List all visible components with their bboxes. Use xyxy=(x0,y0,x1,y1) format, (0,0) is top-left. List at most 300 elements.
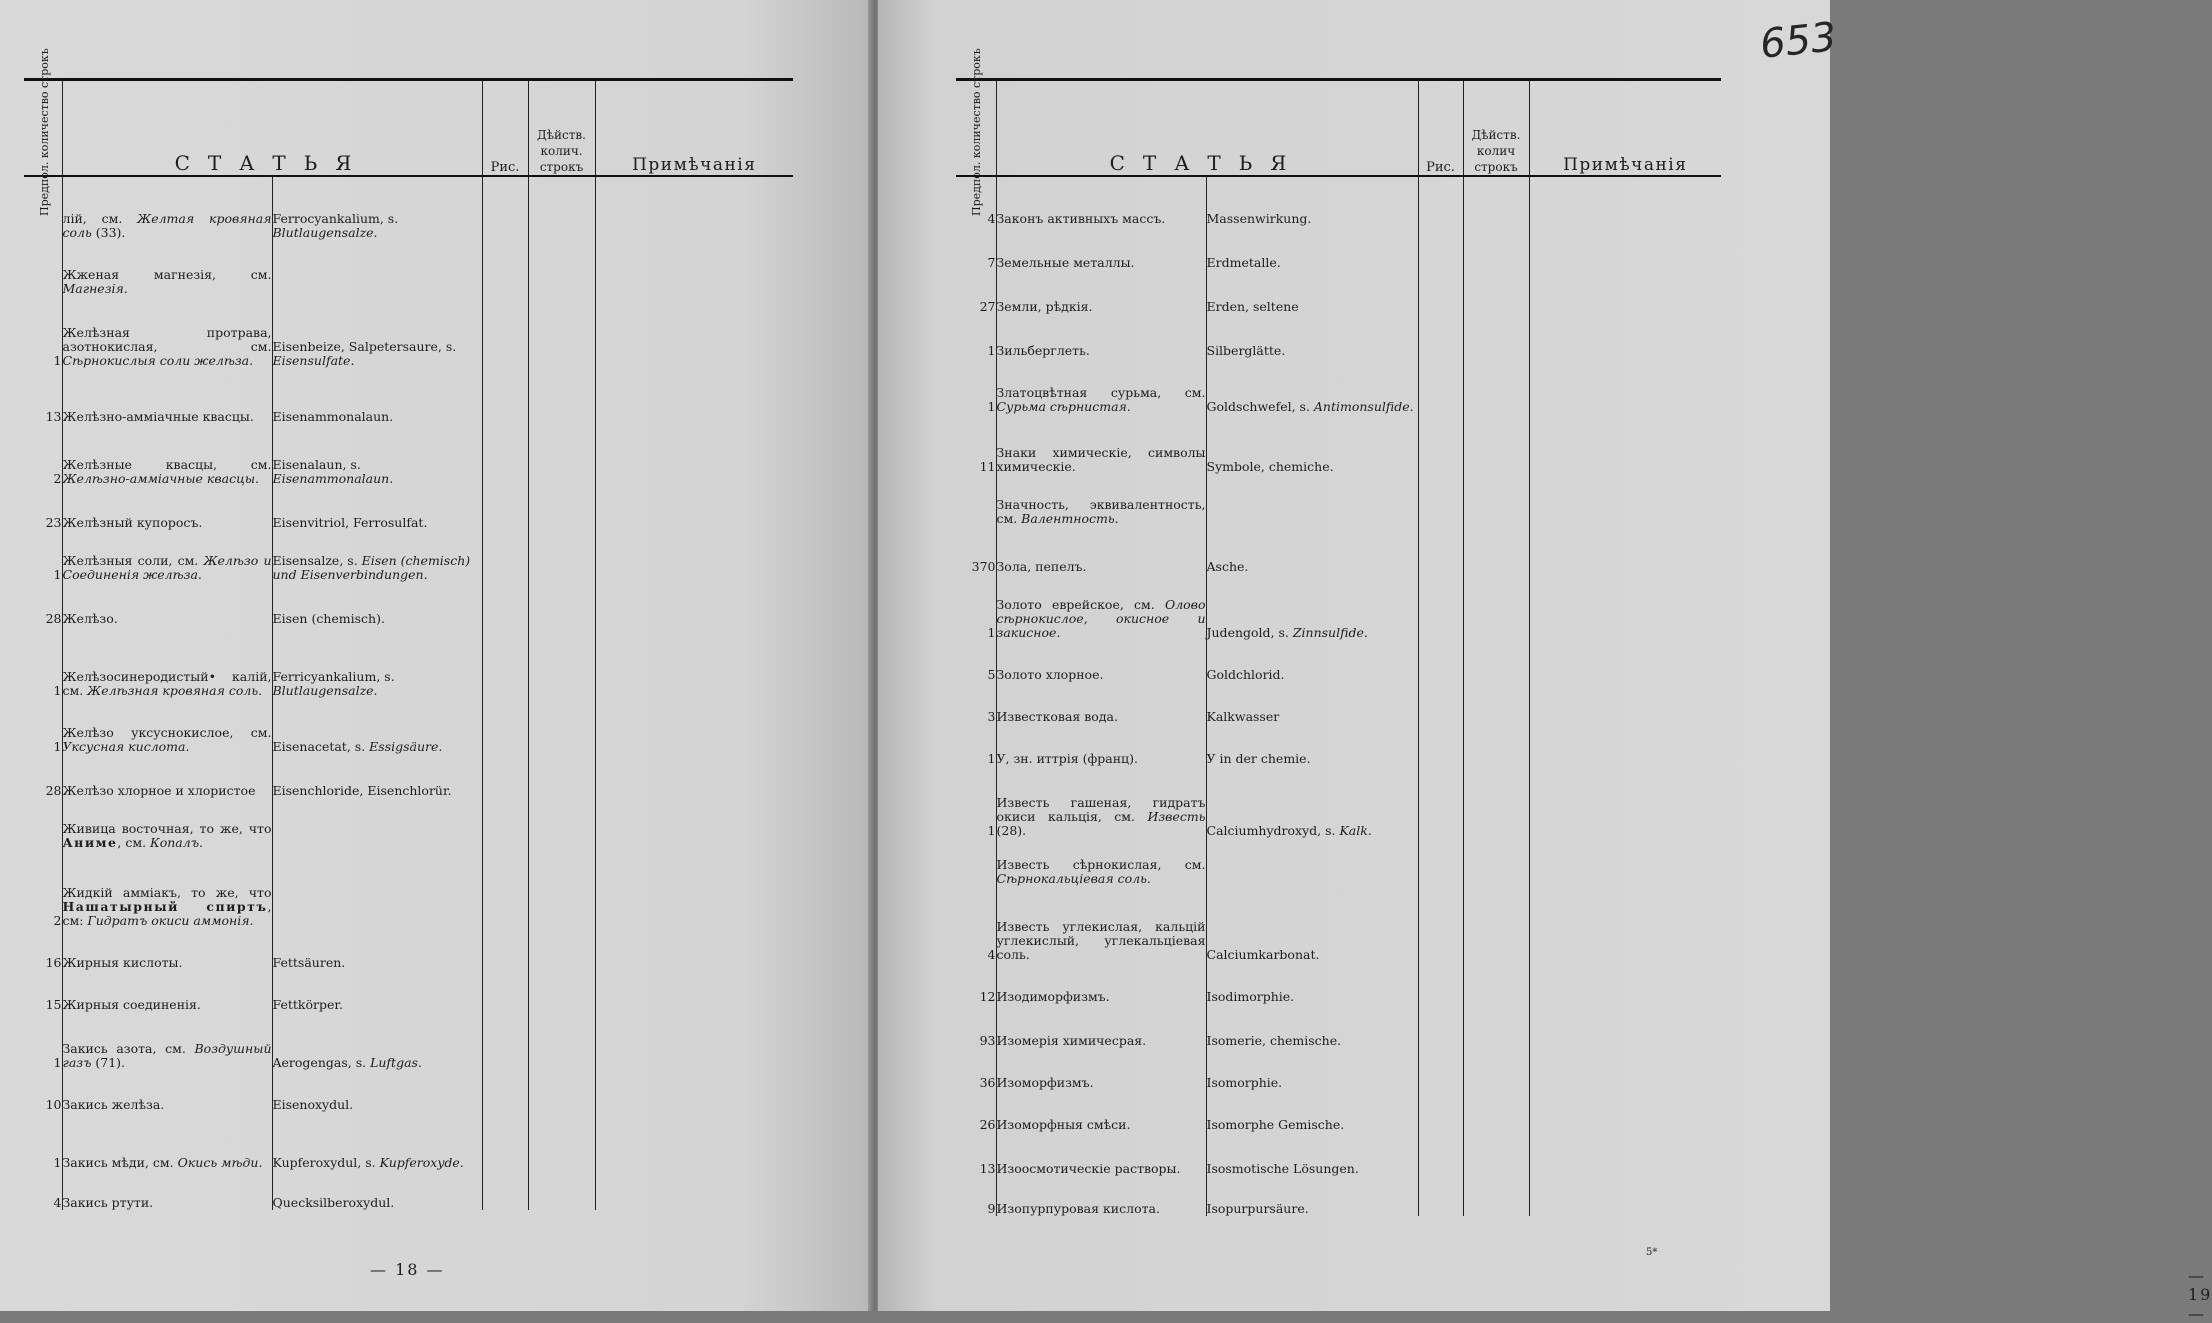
russian-cross-reference: Воздушный газъ xyxy=(62,1041,272,1070)
russian-term xyxy=(996,766,1206,838)
german-cross-reference: Kupferoxyde. xyxy=(379,1155,464,1170)
russian-term-suffix: (71). xyxy=(91,1055,126,1070)
table-row xyxy=(24,1170,793,1210)
russian-term-text: Значность, эквивалентность, см. xyxy=(996,497,1206,526)
figures-column-header: Рис. xyxy=(482,80,528,177)
article-column-header: СТАТЬЯ xyxy=(62,80,482,177)
russian-term xyxy=(62,582,272,626)
planned-line-count: 23 xyxy=(45,515,62,530)
german-cross-reference: Eisen (chemisch) und Eisenverbindungen. xyxy=(272,553,471,582)
figures-cell xyxy=(1418,1048,1463,1090)
figures-cell xyxy=(482,486,528,530)
planned-line-count: 1 xyxy=(53,353,62,368)
german-term xyxy=(272,240,482,296)
russian-term xyxy=(62,1012,272,1070)
german-term xyxy=(1206,1132,1418,1176)
table-row xyxy=(956,314,1721,358)
notes-cell xyxy=(1529,314,1721,358)
table-row xyxy=(956,886,1721,962)
actual-lines-cell xyxy=(528,582,595,626)
german-term xyxy=(272,1012,482,1070)
russian-term-text: Зола, пепелъ. xyxy=(996,559,1087,574)
planned-line-count: 7 xyxy=(987,255,996,270)
russian-term xyxy=(996,682,1206,724)
figures-cell xyxy=(1418,1132,1463,1176)
german-term-text: Quecksilberoxydul. xyxy=(272,1195,395,1210)
russian-term xyxy=(996,176,1206,226)
figures-cell xyxy=(1418,526,1463,574)
actual-lines-cell xyxy=(1463,1090,1529,1132)
planned-line-count xyxy=(24,798,62,850)
planned-line-count xyxy=(956,474,996,526)
russian-term xyxy=(996,314,1206,358)
german-term-text: Goldchlorid. xyxy=(1206,667,1285,682)
planned-line-count: 1 xyxy=(53,567,62,582)
german-term-text: Symbole, chemiche. xyxy=(1206,459,1334,474)
table-row xyxy=(956,226,1721,270)
russian-term xyxy=(996,838,1206,886)
german-term xyxy=(272,970,482,1012)
table-row xyxy=(24,486,793,530)
notes-cell xyxy=(1529,1004,1721,1048)
planned-line-count: 370 xyxy=(971,559,996,574)
german-term xyxy=(1206,724,1418,766)
right-page xyxy=(878,0,2212,1323)
notes-cell xyxy=(1529,766,1721,838)
figures-cell xyxy=(1418,962,1463,1004)
russian-term xyxy=(62,798,272,850)
notes-cell xyxy=(1529,526,1721,574)
russian-cross-reference: Известь xyxy=(1147,809,1206,824)
count-column-header: Предпол. количество строкъ xyxy=(24,80,62,177)
figures-cell xyxy=(482,1012,528,1070)
notes-cell xyxy=(1529,724,1721,766)
german-term xyxy=(1206,574,1418,640)
russian-term-text: Желѣзный купоросъ. xyxy=(62,515,203,530)
table-row xyxy=(24,530,793,582)
russian-term-text: Земельные металлы. xyxy=(996,255,1135,270)
russian-term xyxy=(62,1170,272,1210)
actual-lines-cell xyxy=(1463,838,1529,886)
article-column-header: СТАТЬЯ xyxy=(996,80,1418,177)
printer-signature-mark: 5* xyxy=(1646,1247,1658,1258)
notes-cell xyxy=(595,1112,793,1170)
right-ledger-body xyxy=(956,176,1721,1216)
notes-column-header: Примѣчанія xyxy=(1529,80,1721,177)
russian-term-text: Известь углекислая, кальцій углекислый, углекальціевая соль. xyxy=(996,919,1206,962)
notes-cell xyxy=(595,1170,793,1210)
figures-cell xyxy=(482,176,528,240)
russian-term xyxy=(996,574,1206,640)
right-ledger-table xyxy=(956,48,1721,1216)
russian-cross-reference: Сѣрнокальціевая соль. xyxy=(996,871,1151,886)
german-term-text: Fettkörper. xyxy=(272,997,343,1012)
table-row xyxy=(24,176,793,240)
planned-line-count: 4 xyxy=(987,211,996,226)
german-term xyxy=(1206,886,1418,962)
planned-line-count: 13 xyxy=(45,409,62,424)
notes-cell xyxy=(595,626,793,698)
table-row xyxy=(24,928,793,970)
table-row xyxy=(956,962,1721,1004)
german-term-text: Isomorphe Gemische. xyxy=(1206,1117,1345,1132)
notes-cell xyxy=(595,698,793,754)
russian-term-suffix: (28). xyxy=(996,823,1027,838)
actual-lines-cell xyxy=(1463,1048,1529,1090)
planned-line-count: 4 xyxy=(987,947,996,962)
russian-term-text: Жженая магнезія, см. xyxy=(62,267,272,282)
planned-line-count: 2 xyxy=(53,913,62,928)
figures-cell xyxy=(482,368,528,424)
figures-cell xyxy=(482,970,528,1012)
russian-term xyxy=(996,474,1206,526)
russian-term xyxy=(62,240,272,296)
russian-term-text: Жидкій амміакъ, то же, что xyxy=(62,885,272,900)
planned-line-count: 12 xyxy=(979,989,996,1004)
german-term xyxy=(1206,838,1418,886)
russian-term-emphasis: Нашатырный спиртъ xyxy=(62,899,268,914)
planned-line-count: 10 xyxy=(45,1097,62,1112)
figures-cell xyxy=(482,530,528,582)
german-term-text: Eisenbeize, Salpetersaure, s. xyxy=(272,339,457,354)
planned-line-count: 1 xyxy=(987,823,996,838)
figures-column-header: Рис. xyxy=(1418,80,1463,177)
table-row xyxy=(956,1176,1721,1216)
figures-cell xyxy=(1418,414,1463,474)
actual-lines-cell xyxy=(528,530,595,582)
russian-term-text: Жирныя соединенія. xyxy=(62,997,201,1012)
planned-line-count: 5 xyxy=(987,667,996,682)
actual-lines-cell xyxy=(1463,682,1529,724)
figures-cell xyxy=(1418,1176,1463,1216)
notes-cell xyxy=(595,970,793,1012)
russian-term xyxy=(996,724,1206,766)
notes-cell xyxy=(1529,886,1721,962)
german-term-text: Calciumhydroxyd, s. xyxy=(1206,823,1340,838)
left-page xyxy=(0,0,872,1311)
german-term xyxy=(1206,1176,1418,1216)
german-term-text: Isodimorphie. xyxy=(1206,989,1295,1004)
notes-cell xyxy=(1529,574,1721,640)
russian-term-text: Изодиморфизмъ. xyxy=(996,989,1110,1004)
german-term-text: Eisenchloride, Eisenchlorür. xyxy=(272,783,452,798)
actual-lines-column-header: Дѣйств. колич. строкъ xyxy=(528,80,595,177)
planned-line-count: 1 xyxy=(987,751,996,766)
notes-cell xyxy=(595,754,793,798)
notes-cell xyxy=(1529,226,1721,270)
notes-cell xyxy=(595,368,793,424)
russian-term-text: Закись мѣди, см. xyxy=(62,1155,178,1170)
russian-term-text: Желѣзныя соли, см. xyxy=(62,553,204,568)
russian-term-text: Закись желѣза. xyxy=(62,1097,165,1112)
russian-cross-reference: Желѣзно-амміачные квасцы. xyxy=(62,471,259,486)
russian-term-text: Златоцвѣтная сурьма, см. xyxy=(996,385,1206,400)
actual-lines-cell xyxy=(1463,358,1529,414)
russian-term xyxy=(996,1132,1206,1176)
notes-cell xyxy=(595,486,793,530)
notes-cell xyxy=(1529,1048,1721,1090)
russian-cross-reference: Окись мѣди. xyxy=(177,1155,263,1170)
russian-term-text: Знаки химическіе, символы химическіе. xyxy=(996,445,1206,474)
russian-term xyxy=(62,486,272,530)
notes-cell xyxy=(595,296,793,368)
german-term-text: Asche. xyxy=(1206,559,1249,574)
russian-term-text: Желѣзные квасцы, см. xyxy=(62,457,272,472)
figures-cell xyxy=(482,698,528,754)
planned-line-count: 2 xyxy=(53,471,62,486)
planned-line-count: 1 xyxy=(53,1155,62,1170)
german-term xyxy=(1206,474,1418,526)
figures-cell xyxy=(482,1170,528,1210)
figures-cell xyxy=(482,928,528,970)
notes-cell xyxy=(1529,414,1721,474)
actual-lines-cell xyxy=(1463,526,1529,574)
actual-lines-cell xyxy=(1463,766,1529,838)
russian-term-text: Земли, рѣдкія. xyxy=(996,299,1093,314)
russian-term xyxy=(996,226,1206,270)
table-row xyxy=(956,574,1721,640)
table-row xyxy=(956,176,1721,226)
actual-lines-cell xyxy=(1463,414,1529,474)
russian-cross-reference: Уксусная кислота. xyxy=(62,739,190,754)
planned-line-count: 27 xyxy=(979,299,996,314)
planned-line-count: 1 xyxy=(53,1055,62,1070)
german-term xyxy=(1206,226,1418,270)
german-cross-reference: Zinnsulfide. xyxy=(1292,625,1368,640)
actual-lines-cell xyxy=(528,1112,595,1170)
table-row xyxy=(956,1004,1721,1048)
table-row xyxy=(956,640,1721,682)
figures-cell xyxy=(1418,270,1463,314)
russian-term-text: Золото хлорное. xyxy=(996,667,1104,682)
russian-term xyxy=(62,424,272,486)
figures-cell xyxy=(482,1112,528,1170)
figures-cell xyxy=(1418,474,1463,526)
russian-cross-reference: Олово сѣрнокислое, окисное и закисное. xyxy=(996,597,1206,640)
figures-cell xyxy=(1418,1004,1463,1048)
notes-cell xyxy=(595,530,793,582)
russian-term-text: Известь сѣрнокислая, см. xyxy=(996,857,1206,872)
german-term xyxy=(272,486,482,530)
table-row xyxy=(24,626,793,698)
german-term xyxy=(1206,358,1418,414)
notes-cell xyxy=(1529,962,1721,1004)
russian-term xyxy=(62,296,272,368)
german-term-text: Aerogengas, s. xyxy=(272,1055,371,1070)
table-row xyxy=(24,754,793,798)
actual-lines-cell xyxy=(1463,1004,1529,1048)
figures-cell xyxy=(1418,640,1463,682)
planned-line-count: 36 xyxy=(979,1075,996,1090)
actual-lines-cell xyxy=(528,296,595,368)
russian-term xyxy=(62,754,272,798)
actual-lines-cell xyxy=(528,626,595,698)
actual-lines-cell xyxy=(528,970,595,1012)
actual-lines-column-header: Дѣйств. колич строкъ xyxy=(1463,80,1529,177)
actual-lines-cell xyxy=(1463,474,1529,526)
planned-line-count: 28 xyxy=(45,783,62,798)
russian-cross-reference: Желѣзная кровяная соль. xyxy=(87,683,263,698)
russian-term xyxy=(62,1112,272,1170)
actual-lines-cell xyxy=(1463,1132,1529,1176)
russian-term-text: Жирныя кислоты. xyxy=(62,955,183,970)
russian-term-text: У, зн. иттрія (франц). xyxy=(996,751,1138,766)
german-term xyxy=(1206,1090,1418,1132)
table-row xyxy=(956,270,1721,314)
planned-line-count: 1 xyxy=(53,739,62,754)
german-cross-reference: Luftgas. xyxy=(370,1055,422,1070)
figures-cell xyxy=(1418,1090,1463,1132)
russian-term-text: Зильберглеть. xyxy=(996,343,1090,358)
russian-term-text: Изоморфизмъ. xyxy=(996,1075,1094,1090)
russian-term xyxy=(62,850,272,928)
table-row xyxy=(956,414,1721,474)
figures-cell xyxy=(482,296,528,368)
figures-cell xyxy=(482,754,528,798)
german-cross-reference: Eisenammonalaun. xyxy=(272,471,394,486)
table-header-row xyxy=(956,80,1721,177)
russian-term-text: Живица восточная, то же, что xyxy=(62,821,272,836)
actual-lines-cell xyxy=(528,754,595,798)
german-term xyxy=(1206,640,1418,682)
table-row xyxy=(956,724,1721,766)
actual-lines-cell xyxy=(528,928,595,970)
german-term-text: Eisenalaun, s. xyxy=(272,457,361,472)
figures-cell xyxy=(1418,226,1463,270)
russian-term-text: Желѣзо хлорное и хлористое xyxy=(62,783,256,798)
notes-cell xyxy=(595,424,793,486)
notes-cell xyxy=(595,1070,793,1112)
german-term-text: У in der chemie. xyxy=(1206,751,1311,766)
russian-term-text: , см. xyxy=(117,835,151,850)
russian-term xyxy=(62,1070,272,1112)
german-term xyxy=(272,424,482,486)
actual-lines-cell xyxy=(1463,574,1529,640)
german-term xyxy=(272,1170,482,1210)
planned-line-count: 26 xyxy=(979,1117,996,1132)
planned-line-count: 16 xyxy=(45,955,62,970)
german-term-text: Isopurpursäure. xyxy=(1206,1201,1309,1216)
table-row xyxy=(956,682,1721,724)
notes-cell xyxy=(1529,682,1721,724)
german-term xyxy=(1206,1048,1418,1090)
actual-lines-cell xyxy=(1463,962,1529,1004)
table-row xyxy=(24,698,793,754)
figures-cell xyxy=(1418,358,1463,414)
table-header-row xyxy=(24,80,793,177)
notes-cell xyxy=(1529,358,1721,414)
figures-cell xyxy=(1418,724,1463,766)
actual-lines-cell xyxy=(1463,270,1529,314)
german-term xyxy=(1206,414,1418,474)
russian-term xyxy=(62,698,272,754)
german-term xyxy=(272,754,482,798)
notes-cell xyxy=(1529,1090,1721,1132)
german-cross-reference: Antimonsulfide. xyxy=(1313,399,1414,414)
notes-cell xyxy=(595,798,793,850)
planned-line-count xyxy=(24,240,62,296)
actual-lines-cell xyxy=(528,240,595,296)
german-cross-reference: Eisensulfate. xyxy=(272,353,355,368)
german-term xyxy=(1206,314,1418,358)
russian-cross-reference: Магнезія. xyxy=(62,281,128,296)
actual-lines-cell xyxy=(528,1070,595,1112)
planned-line-count: 11 xyxy=(979,459,996,474)
german-term-text: Erden, seltene xyxy=(1206,299,1299,314)
notes-cell xyxy=(1529,640,1721,682)
figures-cell xyxy=(1418,314,1463,358)
russian-cross-reference: Гидратъ окиси аммонія. xyxy=(87,913,254,928)
russian-term-text: Известь гашеная, гидратъ окиси кальція, см. xyxy=(996,795,1206,824)
russian-term xyxy=(996,358,1206,414)
german-term xyxy=(272,928,482,970)
table-row xyxy=(24,424,793,486)
russian-term xyxy=(62,176,272,240)
actual-lines-cell xyxy=(1463,886,1529,962)
russian-cross-reference: Копалъ. xyxy=(150,835,204,850)
table-row xyxy=(956,1090,1721,1132)
german-term xyxy=(1206,962,1418,1004)
table-row xyxy=(24,582,793,626)
figures-cell xyxy=(1418,766,1463,838)
table-row xyxy=(24,850,793,928)
figures-cell xyxy=(482,850,528,928)
actual-lines-cell xyxy=(1463,724,1529,766)
german-term xyxy=(1206,176,1418,226)
german-term xyxy=(272,176,482,240)
notes-cell xyxy=(1529,474,1721,526)
notes-cell xyxy=(595,1012,793,1070)
planned-line-count: 13 xyxy=(979,1161,996,1176)
german-term-text: Eisenammonalaun. xyxy=(272,409,394,424)
german-term-text: Isomorphie. xyxy=(1206,1075,1283,1090)
german-term-text: Kupferoxydul, s. xyxy=(272,1155,380,1170)
count-column-header: Предпол. количество строкъ xyxy=(956,80,996,177)
table-row xyxy=(956,838,1721,886)
german-term-text: Isosmotische Lösungen. xyxy=(1206,1161,1359,1176)
russian-term xyxy=(62,626,272,698)
german-term-text: Eisensalze, s. xyxy=(272,553,362,568)
german-term-text: Silberglätte. xyxy=(1206,343,1286,358)
table-row xyxy=(956,526,1721,574)
russian-term xyxy=(996,886,1206,962)
german-cross-reference: Blutlaugensalze. xyxy=(272,225,378,240)
german-term xyxy=(272,1070,482,1112)
german-term xyxy=(272,530,482,582)
figures-cell xyxy=(1418,838,1463,886)
notes-cell xyxy=(1529,176,1721,226)
actual-lines-cell xyxy=(528,850,595,928)
german-term-text: Goldschwefel, s. xyxy=(1206,399,1314,414)
russian-term-text: Законъ активныхъ массъ. xyxy=(996,211,1166,226)
figures-cell xyxy=(1418,176,1463,226)
german-cross-reference: Kalk. xyxy=(1339,823,1372,838)
planned-line-count: 93 xyxy=(979,1033,996,1048)
page-number: — 18 — xyxy=(370,1260,445,1279)
german-term xyxy=(272,582,482,626)
german-term-text: Eisenvitriol, Ferrosulfat. xyxy=(272,515,428,530)
table-row xyxy=(24,1070,793,1112)
notes-cell xyxy=(595,928,793,970)
table-row xyxy=(956,1132,1721,1176)
figures-cell xyxy=(482,798,528,850)
planned-line-count: 28 xyxy=(45,611,62,626)
actual-lines-cell xyxy=(528,1012,595,1070)
actual-lines-cell xyxy=(1463,226,1529,270)
planned-line-count: 15 xyxy=(45,997,62,1012)
german-term-text: Isomerie, chemische. xyxy=(1206,1033,1342,1048)
russian-term-text: Изоосмотическіе растворы. xyxy=(996,1161,1181,1176)
